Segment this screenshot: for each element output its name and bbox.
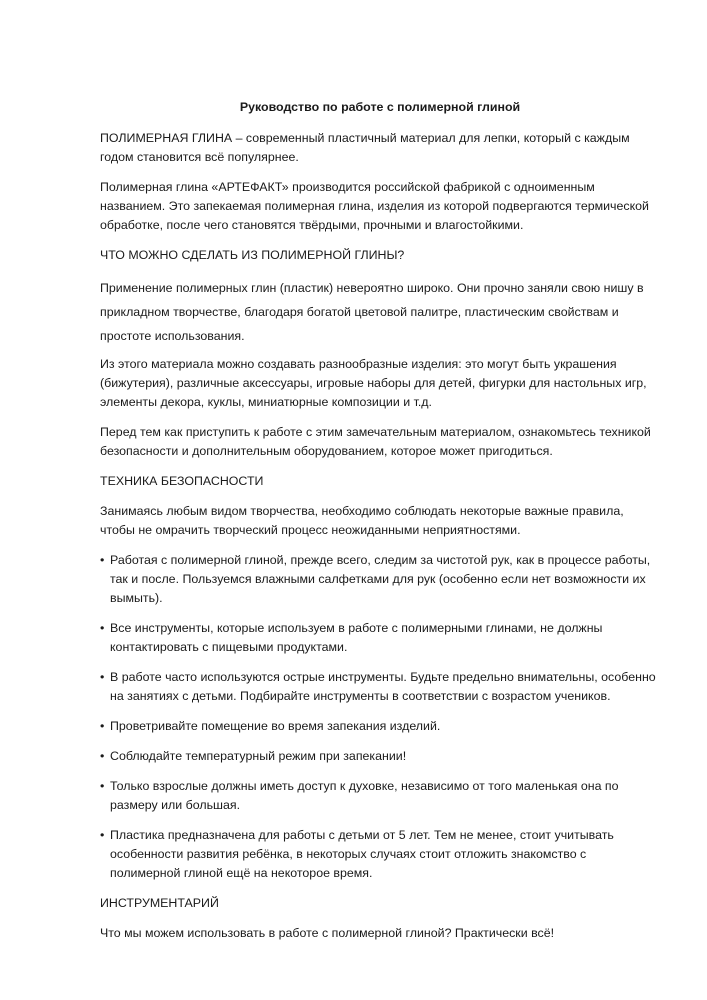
section-1-paragraph-3: Перед тем как приступить к работе с этим замечательным материалом, ознакомьтесь техникой безопасности и дополнительным оборудованием, которое может пригодиться. <box>100 425 651 458</box>
list-item-text: В работе часто используются острые инструменты. Будьте предельно внимательны, особенно на занятиях с детьми. Подбирайте инструменты в соответствии с возрастом учеников. <box>110 670 656 703</box>
bullet-icon: • <box>100 719 105 733</box>
list-item <box>100 619 660 657</box>
list-item-text: Все инструменты, которые используем в работе с полимерными глинами, не должны контактировать с пищевыми продуктами. <box>110 621 603 654</box>
bullet-icon: • <box>100 828 105 842</box>
document-title: Руководство по работе с полимерной глиной <box>239 100 521 114</box>
bullet-icon: • <box>100 779 105 793</box>
section-2-intro: Занимаясь любым видом творчества, необходимо соблюдать некоторые важные правила, чтобы не омрачить творческий процесс неожиданными неприятностями. <box>100 504 624 537</box>
list-item <box>100 551 660 608</box>
intro-paragraph-2: Полимерная глина «АРТЕФАКТ» производится российской фабрикой с одноименным названием. Это запекаемая полимерная глина, изделия из которой подвергаются термической обработке, после чего становятся твёрдыми, прочными и влагостойкими. <box>100 180 649 232</box>
bullet-icon: • <box>100 670 105 684</box>
bullet-icon: • <box>100 749 105 763</box>
section-1-paragraph-1: Применение полимерных глин (пластик) невероятно широко. Они прочно заняли свою нишу в прикладном творчестве, благодаря богатой цветовой палитре, пластическим свойствам и простоте использования. <box>100 281 644 343</box>
section-heading-what-to-make: ЧТО МОЖНО СДЕЛАТЬ ИЗ ПОЛИМЕРНОЙ ГЛИНЫ? <box>100 248 405 262</box>
section-1-paragraph-2: Из этого материала можно создавать разнообразные изделия: это могут быть украшения (бижутерия), различные аксессуары, игровые наборы для детей, фигурки для настольных игр, элементы декора, куклы, миниатюрные композиции и т.д. <box>100 357 647 409</box>
list-item-text: Только взрослые должны иметь доступ к духовке, независимо от того маленькая она по размеру или большая. <box>110 779 619 812</box>
intro-paragraph-1: ПОЛИМЕРНАЯ ГЛИНА – современный пластичный материал для лепки, который с каждым годом становится всё популярнее. <box>100 131 630 164</box>
bullet-icon: • <box>100 621 105 635</box>
list-item <box>100 777 660 815</box>
bullet-icon: • <box>100 553 105 567</box>
list-item <box>100 826 660 883</box>
list-item <box>100 668 660 706</box>
list-item <box>100 747 660 766</box>
list-item-text: Проветривайте помещение во время запекания изделий. <box>110 719 441 733</box>
list-item <box>100 717 660 736</box>
section-heading-safety: ТЕХНИКА БЕЗОПАСНОСТИ <box>100 474 264 488</box>
section-3-paragraph-1: Что мы можем использовать в работе с полимерной глиной? Практически всё! <box>100 926 555 940</box>
list-item-text: Соблюдайте температурный режим при запекании! <box>110 749 407 763</box>
list-item-text: Работая с полимерной глиной, прежде всего, следим за чистотой рук, как в процессе работы, так и после. Пользуемся влажными салфетками для рук (особенно если нет возможности их вымыть). <box>110 553 651 605</box>
safety-rules-list <box>100 551 660 883</box>
section-heading-tools: ИНСТРУМЕНТАРИЙ <box>100 896 219 910</box>
list-item-text: Пластика предназначена для работы с детьми от 5 лет. Тем не менее, стоит учитывать особенности развития ребёнка, в некоторых случаях стоит отложить знакомство с полимерной глиной ещё на некоторое время. <box>110 828 614 880</box>
document-body <box>100 98 660 954</box>
